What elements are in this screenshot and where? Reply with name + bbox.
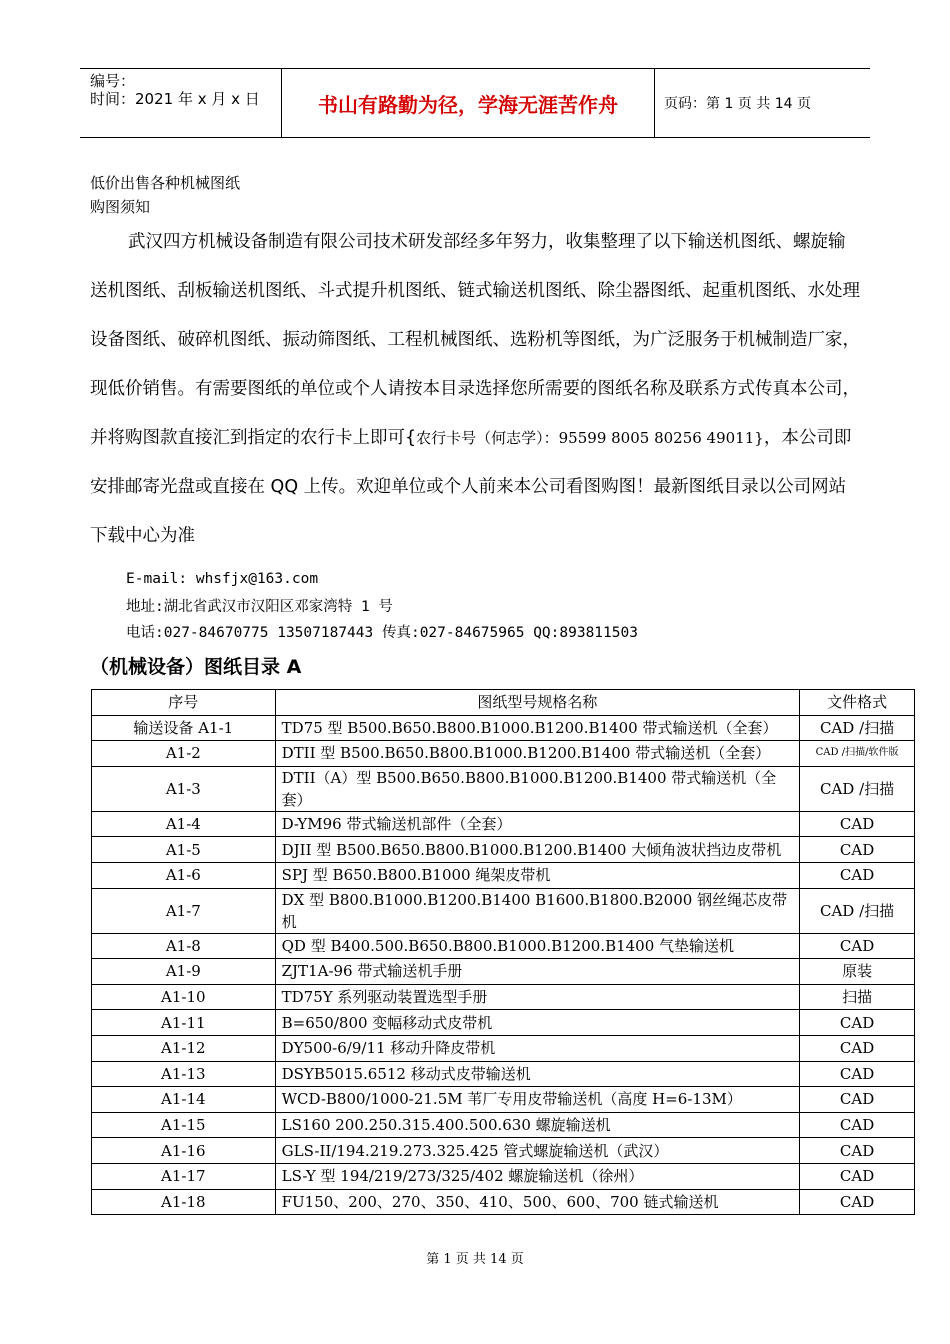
row-name: DX 型 B800.B1000.B1200.B1400 B1600.B1800.B2000 钢丝绳芯皮带机 (275, 888, 800, 933)
row-name: QD 型 B400.500.B650.B800.B1000.B1200.B1400 气垫输送机 (275, 933, 800, 959)
drawing-catalog-table (91, 689, 915, 1215)
page-footer: 第 1 页 共 14 页 (426, 1252, 524, 1267)
row-format: CAD /扫描 (800, 888, 915, 933)
intro-text-1: 武汉四方机械设备制造有限公司技术研发部经多年努力，收集整理了以下输送机图纸、螺旋输送机图纸、刮板输送机图纸、斗式提升机图纸、链式输送机图纸、除尘器图纸、起重机图纸、水处理设备图纸、破碎机图纸、振动筛图纸、工程机械图纸、选粉机等图纸，为广泛服务于机械制造厂家，现低价销售。有需要图纸的单位或个人请按本目录选择您所需要的图纸名称及联系方式传真本公司，并将购图款直接汇到指定的农行卡上即可{ (90, 232, 860, 448)
col-header-id: 序号 (92, 690, 276, 716)
number-label: 编号： (90, 72, 136, 90)
row-id: A1-9 (92, 959, 276, 985)
table-row (92, 715, 915, 741)
row-format: CAD /扫描 (800, 766, 915, 811)
row-id: A1-3 (92, 766, 276, 811)
col-header-format: 文件格式 (800, 690, 915, 716)
table-row (92, 837, 915, 863)
section-title: （机械设备）图纸目录 A (90, 656, 302, 678)
table-row (92, 1087, 915, 1113)
table-row (92, 1061, 915, 1087)
page-header (80, 68, 870, 138)
row-format: CAD (800, 1087, 915, 1113)
row-name: DTII（A）型 B500.B650.B800.B1000.B1200.B1400 带式输送机（全套） (275, 766, 800, 811)
intro-paragraph (90, 218, 860, 561)
row-format: 原装 (800, 959, 915, 985)
row-id: A1-10 (92, 984, 276, 1010)
table-row (92, 741, 915, 767)
table-row (92, 1010, 915, 1036)
row-id: A1-14 (92, 1087, 276, 1113)
row-id: A1-5 (92, 837, 276, 863)
row-id: A1-16 (92, 1138, 276, 1164)
row-id: A1-11 (92, 1010, 276, 1036)
row-name: DY500-6/9/11 移动升降皮带机 (275, 1035, 800, 1061)
row-id: A1-17 (92, 1163, 276, 1189)
row-name: GLS-II/194.219.273.325.425 管式螺旋输送机（武汉） (275, 1138, 800, 1164)
bank-card-info: 农行卡号（何志学）：95599 8005 80256 49011} (416, 429, 764, 447)
row-name: LS160 200.250.315.400.500.630 螺旋输送机 (275, 1112, 800, 1138)
table-row (92, 862, 915, 888)
row-id: A1-6 (92, 862, 276, 888)
row-format: CAD (800, 837, 915, 863)
row-format: CAD /扫描 (800, 715, 915, 741)
row-format: CAD (800, 1061, 915, 1087)
table-row (92, 1163, 915, 1189)
table-row (92, 811, 915, 837)
intro-line-1: 低价出售各种机械图纸 (90, 174, 241, 192)
row-name: DJII 型 B500.B650.B800.B1000.B1200.B1400 大倾角波状挡边皮带机 (275, 837, 800, 863)
row-format: CAD (800, 1189, 915, 1215)
row-format: CAD /扫描/软件版 (800, 741, 915, 767)
row-format: CAD (800, 862, 915, 888)
row-id: A1-7 (92, 888, 276, 933)
table-row (92, 888, 915, 933)
contact-address: 地址:湖北省武汉市汉阳区邓家湾特 1 号 (126, 599, 393, 615)
table-row (92, 984, 915, 1010)
row-format: CAD (800, 933, 915, 959)
header-page-info: 页码：第 1 页 共 14 页 (664, 96, 811, 112)
row-name: ZJT1A-96 带式输送机手册 (275, 959, 800, 985)
row-format: CAD (800, 811, 915, 837)
intro-line-2: 购图须知 (90, 198, 151, 216)
row-name: B=650/800 变幅移动式皮带机 (275, 1010, 800, 1036)
header-motto: 书山有路勤为径，学海无涯苦作舟 (282, 69, 655, 137)
row-name: TD75 型 B500.B650.B800.B1000.B1200.B1400 带式输送机（全套） (275, 715, 800, 741)
row-format: CAD (800, 1138, 915, 1164)
col-header-name: 图纸型号规格名称 (275, 690, 800, 716)
row-id: A1-18 (92, 1189, 276, 1215)
contact-phone: 电话:027-84670775 13507187443 传真:027-84675965 QQ:893811503 (126, 625, 638, 641)
row-id: A1-2 (92, 741, 276, 767)
row-format: CAD (800, 1010, 915, 1036)
row-name: WCD-B800/1000-21.5M 苇厂专用皮带输送机（高度 H=6-13M） (275, 1087, 800, 1113)
row-id: A1-8 (92, 933, 276, 959)
table-row (92, 959, 915, 985)
row-id: A1-15 (92, 1112, 276, 1138)
intro-text-2: ，本公司即安排邮寄光盘或直接在 QQ 上传。欢迎单位或个人前来本公司看图购图！最新图纸目录以公司网站下载中心为准 (90, 428, 852, 546)
contact-email: E-mail: whsfjx@163.com (126, 571, 319, 587)
table-row (92, 1112, 915, 1138)
table-row (92, 766, 915, 811)
row-name: DSYB5015.6512 移动式皮带输送机 (275, 1061, 800, 1087)
row-id: A1-12 (92, 1035, 276, 1061)
row-format: CAD (800, 1112, 915, 1138)
row-format: CAD (800, 1163, 915, 1189)
table-row (92, 1035, 915, 1061)
row-name: TD75Y 系列驱动装置选型手册 (275, 984, 800, 1010)
row-id: A1-13 (92, 1061, 276, 1087)
row-name: FU150、200、270、350、410、500、600、700 链式输送机 (275, 1189, 800, 1215)
table-header-row (92, 690, 915, 716)
table-row (92, 1138, 915, 1164)
row-format: CAD (800, 1035, 915, 1061)
row-name: LS-Y 型 194/219/273/325/402 螺旋输送机（徐州） (275, 1163, 800, 1189)
row-id: A1-4 (92, 811, 276, 837)
header-meta (80, 69, 282, 137)
row-name: SPJ 型 B650.B800.B1000 绳架皮带机 (275, 862, 800, 888)
time-label: 时间：2021 年 x 月 x 日 (90, 90, 260, 108)
row-name: DTII 型 B500.B650.B800.B1000.B1200.B1400 带式输送机（全套） (275, 741, 800, 767)
table-row (92, 1189, 915, 1215)
row-format: 扫描 (800, 984, 915, 1010)
row-id: 输送设备 A1-1 (92, 715, 276, 741)
row-name: D-YM96 带式输送机部件（全套） (275, 811, 800, 837)
table-row (92, 933, 915, 959)
